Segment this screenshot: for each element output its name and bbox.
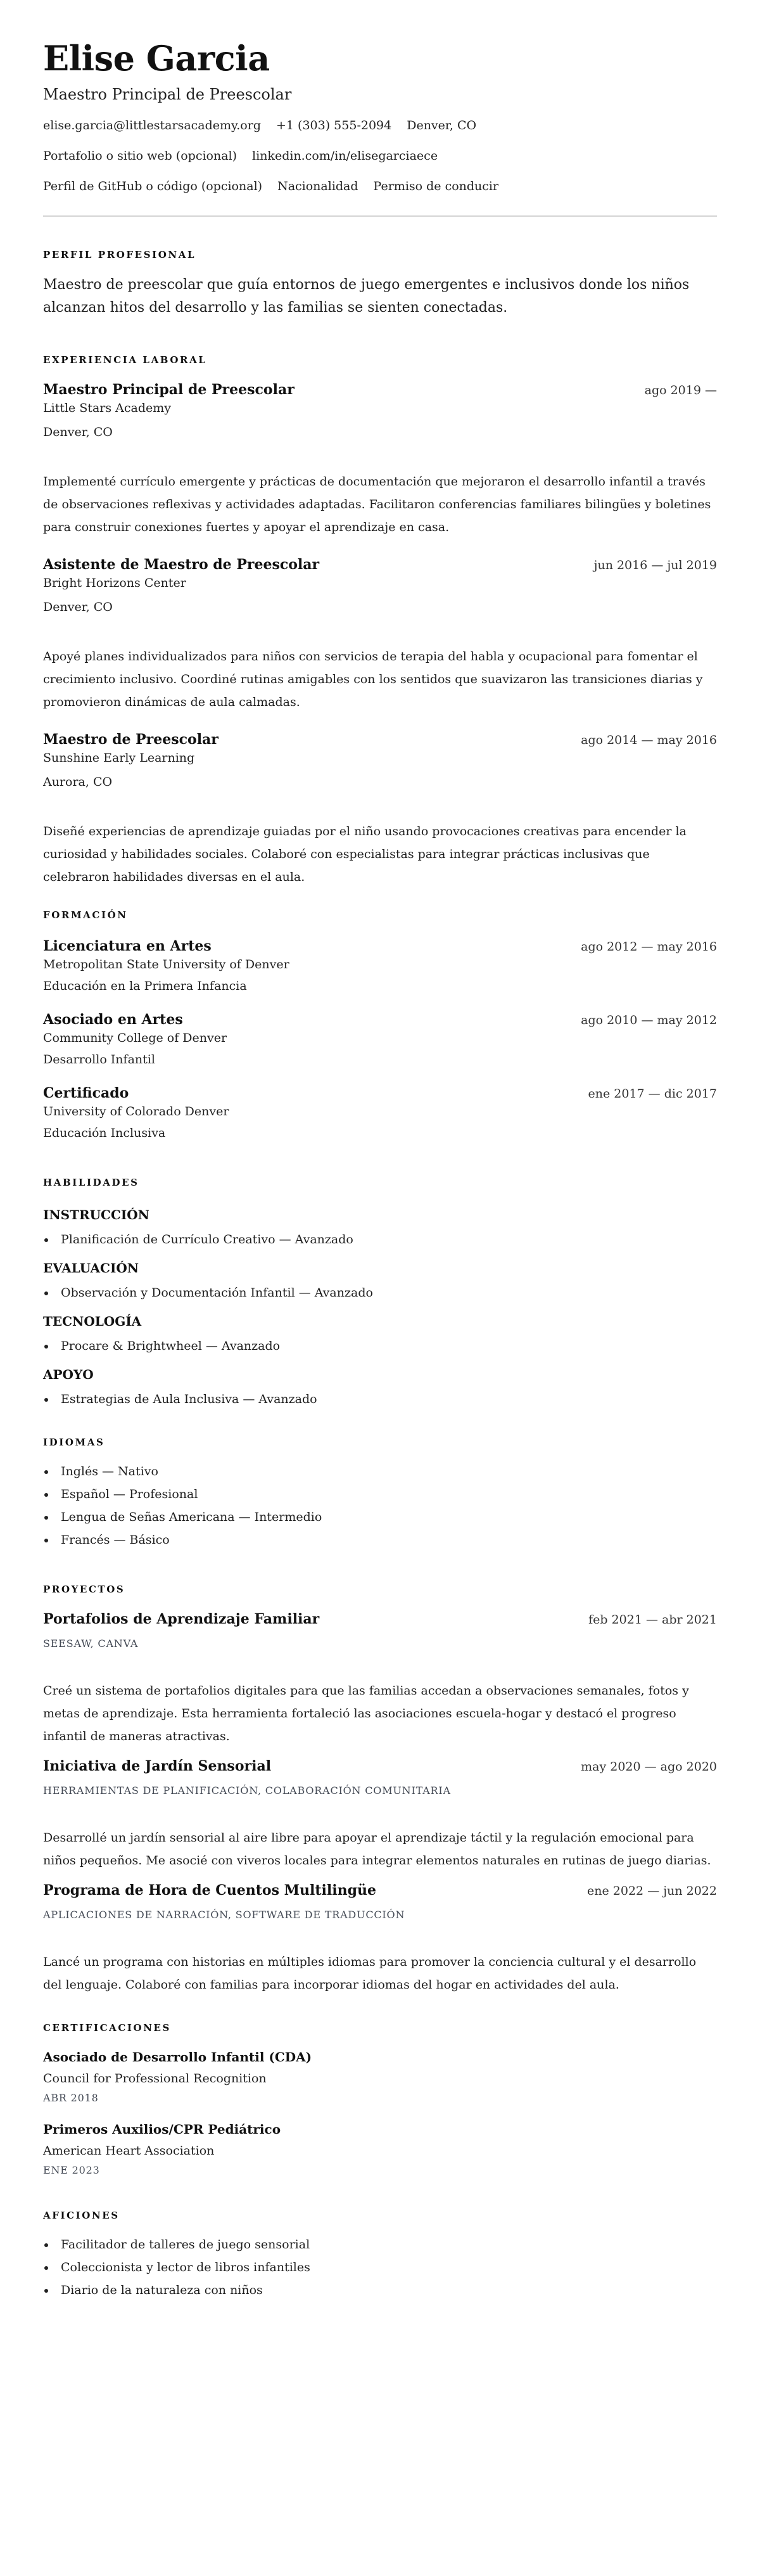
project-title: Portafolios de Aprendizaje Familiar [43,1611,320,1627]
candidate-headline: Maestro Principal de Preescolar [43,86,292,103]
entry-header [43,380,717,399]
project-title: Programa de Hora de Cuentos Multilingüe [43,1882,376,1899]
project-description: Desarrollé un jardín sensorial al aire libre para apoyar el aprendizaje táctil y la regulación emocional para niños pequeños. Me asocié con viveros locales para integrar elementos naturales en rutinas de juego diarias. [43,1831,711,1868]
school-name: University of Colorado Denver [43,1105,229,1118]
certification-entry [43,2048,717,2105]
degree-title: Licenciatura en Artes [43,938,212,954]
field-of-study: Educación en la Primera Infancia [43,979,247,993]
job-entry [43,730,717,888]
certification-date: ABR 2018 [43,2092,99,2104]
section-hobbies [43,2209,717,2302]
project-tech: APLICACIONES DE NARRACIÓN, SOFTWARE DE TRADUCCIÓN [43,1909,405,1921]
job-location: Aurora, CO [43,775,113,789]
skill-category: INSTRUCCIÓN [43,1207,149,1222]
hobby-item: Facilitador de talleres de juego sensorial [43,2233,717,2256]
contact-linkedin[interactable]: linkedin.com/in/elisegarciaece [252,149,438,163]
skill-item: Procare & Brightwheel — Avanzado [43,1335,717,1357]
entry-header [43,555,717,574]
job-description: Apoyé planes individualizados para niños con servicios de terapia del habla y ocupacional para fomentar el crecimiento inclusivo. Coordiné rutinas amigables con los sentidos que suavizaron las transiciones diarias y promovieron dinámicas de aula calmadas. [43,650,703,709]
job-location: Denver, CO [43,600,113,614]
school-name: Metropolitan State University of Denver [43,958,289,971]
language-item: Lengua de Señas Americana — Intermedio [43,1506,717,1528]
education-date: ene 2017 — dic 2017 [588,1087,717,1101]
education-entry [43,937,717,995]
skill-group [43,1207,717,1251]
section-title: PROYECTOS [43,1584,125,1595]
job-date: ago 2014 — may 2016 [581,733,717,747]
job-location: Denver, CO [43,425,113,439]
education-entry [43,1084,717,1142]
skill-category: APOYO [43,1367,94,1382]
entry-header [43,1010,717,1029]
section-title: CERTIFICACIONES [43,2022,171,2034]
section-education [43,909,717,1142]
resume-header [43,38,717,217]
job-date: ago 2019 — [644,383,717,397]
section-title: HABILIDADES [43,1177,139,1188]
section-title: PERFIL PROFESIONAL [43,249,196,260]
project-tech: SEESAW, CANVA [43,1637,139,1650]
school-name: Community College of Denver [43,1031,227,1045]
degree-title: Asociado en Artes [43,1011,183,1028]
section-summary [43,248,717,319]
entry-header [43,1610,717,1629]
certification-title: Primeros Auxilios/CPR Pediátrico [43,2122,281,2137]
skill-list [43,1228,717,1251]
skill-list [43,1281,717,1304]
section-title: FORMACIÓN [43,909,128,921]
certification-entry [43,2120,717,2177]
skill-group [43,1313,717,1357]
language-item: Francés — Básico [43,1528,717,1551]
certification-issuer: American Heart Association [43,2144,215,2158]
language-item: Inglés — Nativo [43,1460,717,1483]
job-company: Sunshine Early Learning [43,751,195,765]
skill-item: Planificación de Currículo Creativo — Avanzado [43,1228,717,1251]
certification-issuer: Council for Professional Recognition [43,2072,267,2086]
section-skills [43,1176,717,1411]
candidate-name: Elise Garcia [43,38,270,79]
section-title: EXPERIENCIA LABORAL [43,354,207,366]
contact-portfolio[interactable]: Portafolio o sitio web (opcional) [43,149,238,163]
project-description: Creé un sistema de portafolios digitales para que las familias accedan a observaciones semanales, fotos y metas de aprendizaje. Esta herramienta fortaleció las asociaciones escuela-hogar y destacó el progreso infantil de maneras atractivas. [43,1684,689,1743]
language-list [43,1460,717,1551]
job-title: Maestro de Preescolar [43,731,218,748]
project-date: ene 2022 — jun 2022 [587,1884,717,1898]
job-date: jun 2016 — jul 2019 [593,558,717,572]
contact-location: Denver, CO [407,119,477,132]
education-entry [43,1010,717,1068]
entry-header [43,730,717,749]
summary-text: Maestro de preescolar que guía entornos de juego emergentes e inclusivos donde los niños alcanzan hitos del desarrollo y las familias se sienten conectadas. [43,277,690,316]
skill-category: EVALUACIÓN [43,1260,139,1276]
contact-drivers-license: Permiso de conducir [373,179,499,193]
section-title: IDIOMAS [43,1437,105,1448]
contact-nationality: Nacionalidad [277,179,358,193]
skill-group [43,1366,717,1411]
skill-item: Observación y Documentación Infantil — Avanzado [43,1281,717,1304]
job-title: Maestro Principal de Preescolar [43,381,294,398]
project-description: Lancé un programa con historias en múltiples idiomas para promover la conciencia cultural y el desarrollo del lenguaje. Colaboré con familias para incorporar idiomas del hogar en actividades del aula. [43,1955,697,1992]
entry-header [43,1881,717,1900]
education-date: ago 2010 — may 2012 [581,1013,717,1027]
job-description: Implementé currículo emergente y prácticas de documentación que mejoraron el desarrollo infantil a través de observaciones reflexivas y actividades adaptadas. Facilitaron conferencias familiares bilingües y boletines para construir conexiones fuertes y apoyar el aprendizaje en casa. [43,475,711,534]
project-tech: HERRAMIENTAS DE PLANIFICACIÓN, COLABORACIÓN COMUNITARIA [43,1785,451,1797]
contact-phone[interactable]: +1 (303) 555-2094 [276,119,392,132]
skill-category: TECNOLOGÍA [43,1314,142,1329]
education-date: ago 2012 — may 2016 [581,940,717,954]
entry-header [43,937,717,956]
certification-date: ENE 2023 [43,2164,100,2176]
contact-row [43,148,717,163]
job-entry [43,380,717,539]
project-entry [43,1881,717,1996]
job-company: Bright Horizons Center [43,576,186,590]
section-experience [43,354,717,888]
certification-title: Asociado de Desarrollo Infantil (CDA) [43,2049,312,2065]
section-languages [43,1436,717,1551]
field-of-study: Educación Inclusiva [43,1126,166,1140]
project-date: feb 2021 — abr 2021 [588,1613,717,1627]
project-title: Iniciativa de Jardín Sensorial [43,1758,272,1774]
skill-item: Estrategias de Aula Inclusiva — Avanzado [43,1388,717,1411]
hobby-item: Coleccionista y lector de libros infantiles [43,2256,717,2279]
skill-list [43,1335,717,1357]
section-title: AFICIONES [43,2210,120,2221]
hobby-item: Diario de la naturaleza con niños [43,2279,717,2302]
hobby-list [43,2233,717,2302]
section-certifications [43,2022,717,2177]
field-of-study: Desarrollo Infantil [43,1053,155,1067]
skill-group [43,1260,717,1304]
language-item: Español — Profesional [43,1483,717,1506]
contact-info [43,118,717,194]
contact-row [43,179,717,194]
job-description: Diseñé experiencias de aprendizaje guiadas por el niño usando provocaciones creativas para encender la curiosidad y habilidades sociales. Colaboré con especialistas para integrar prácticas inclusivas que celebraron habilidades diversas en el aula. [43,824,687,884]
job-entry [43,555,717,714]
project-entry [43,1757,717,1872]
project-entry [43,1610,717,1748]
contact-row [43,118,717,133]
skill-list [43,1388,717,1411]
contact-github[interactable]: Perfil de GitHub o código (opcional) [43,179,263,193]
contact-email[interactable]: elise.garcia@littlestarsacademy.org [43,119,261,132]
degree-title: Certificado [43,1085,129,1101]
entry-header [43,1757,717,1776]
job-title: Asistente de Maestro de Preescolar [43,556,320,573]
project-date: may 2020 — ago 2020 [581,1760,717,1774]
header-divider [43,215,717,217]
entry-header [43,1084,717,1103]
section-projects [43,1583,717,1996]
job-company: Little Stars Academy [43,401,172,415]
